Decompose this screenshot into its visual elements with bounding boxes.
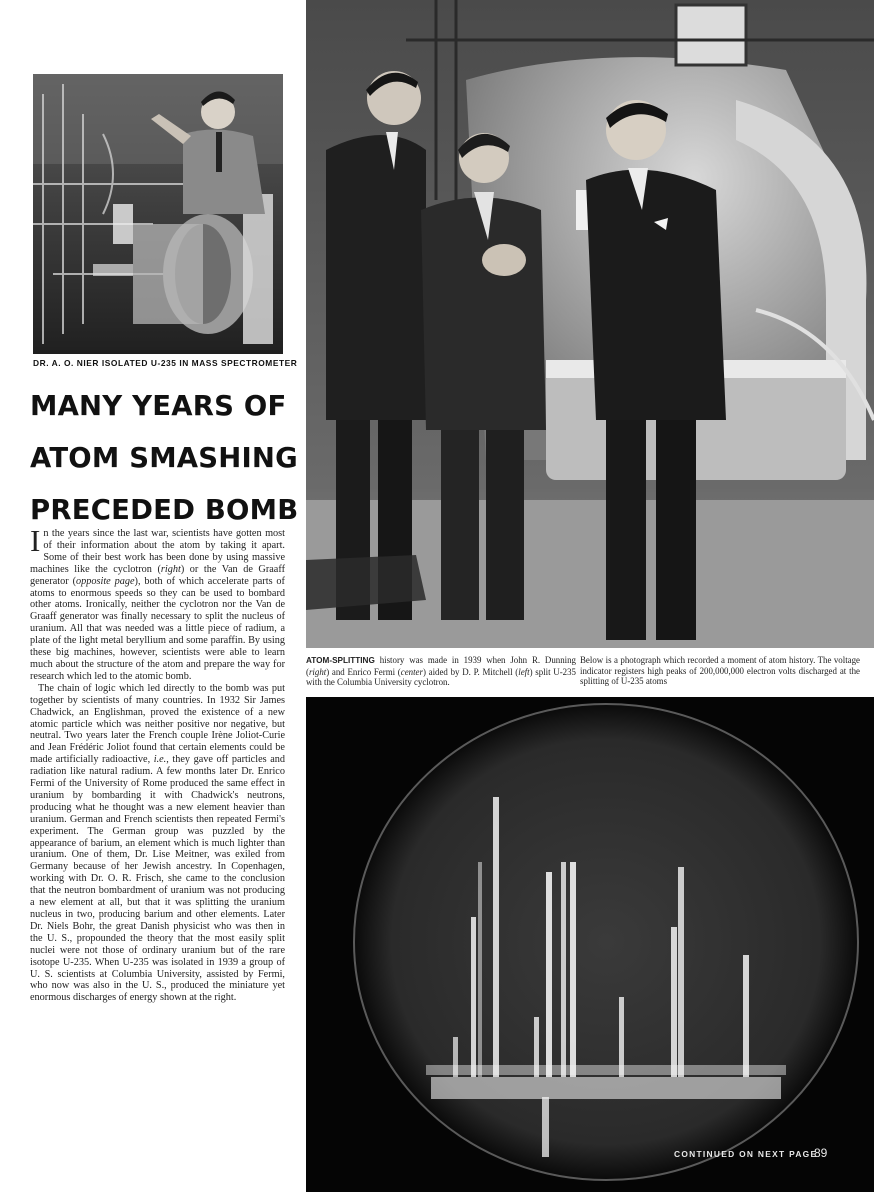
article-paragraph-1: In the years since the last war, scientists have gotten most of their information about the atom by taking it apart. Some of their best work has been done by using massive machines like the cyclotron (right) or the Van de Graaff generator (opposite page), both of which accelerate parts of atoms to enormous speeds so they can be used to bombard other atoms. Ironically, neither the cyclotron nor the Van de Graaff generator was finally necessary to split the nucleus of uranium. All that was needed was a little piece of radium, a plate of the light metal beryllium and some paraffin. By using these big machines, however, scientists were able to learn much about the structure of the atom and prepare the way for research which led to the atomic bomb. [30,523,285,682]
atom-discharge-photo [306,697,874,1192]
cyclotron-photo-caption: ATOM-SPLITTING history was made in 1939 when John R. Dunning (right) and Enrico Fermi (center) aided by D. P. Mitchell (left) split U-235 with the Columbia University cyclotron. [306,655,576,688]
page-number: 89 [814,1146,828,1160]
caption-lead: ATOM-SPLITTING [306,656,375,665]
headline-line-1: MANY YEARS OF [30,390,287,422]
headline-line-3: PRECEDED BOMB [30,494,299,526]
article-body [30,523,285,1004]
continued-label: CONTINUED ON NEXT PAGE [674,1149,818,1159]
nier-photo-caption: DR. A. O. NIER ISOLATED U-235 IN MASS SPECTROMETER [33,358,298,368]
cyclotron-group-photo [306,0,874,648]
nier-spectrometer-photo [33,74,283,354]
drop-cap: I [30,523,41,558]
page-headline [30,380,299,536]
article-paragraph-2: The chain of logic which led directly to the bomb was put together by scientists of many countries. In 1932 Sir James Chadwick, an Englishman, proved the existence of a new atomic particle which was neither positive nor negative, but neutral. Two years later the French couple Irène Joliot-Curie and Jean Frédéric Joliot found that certain elements could be made artificially radioactive, i.e., they gave off particles and radiation like natural radium. A few months later Dr. Enrico Fermi of the University of Rome produced the same effect in uranium by bombarding it with Chadwick's neutrons, producing what he thought was a new element heavier than uranium. German and French scientists then repeated Fermi's experiment. The German group was puzzled by the appearance of barium, an element which is much lighter than uranium. One of them, Dr. Lise Meitner, was exiled from Germany because of her Jewish ancestry. In Copenhagen, working with Dr. O. R. Frisch, she came to the conclusion that the neutron bombardment of uranium was not producing a new element at all, but that it was splitting the uranium nucleus in two, producing barium and other elements. Later Dr. Niels Bohr, the great Danish physicist who was then in the U. S., propounded the theory that the most easily split nuclei were not those of ordinary uranium but of the rare isotope U-235. When U-235 was isolated in 1939 a group of U. S. scientists at Columbia University, assisted by Fermi, who now was also in the U. S., produced the miniature yet enormous discharges of energy shown at the right. [30,682,285,1004]
discharge-photo-caption: Below is a photograph which recorded a moment of atom history. The voltage indicator registers high peaks of 200,000,000 electron volts discharged at the splitting of U-235 atoms [580,655,860,687]
headline-line-2: ATOM SMASHING [30,442,298,474]
